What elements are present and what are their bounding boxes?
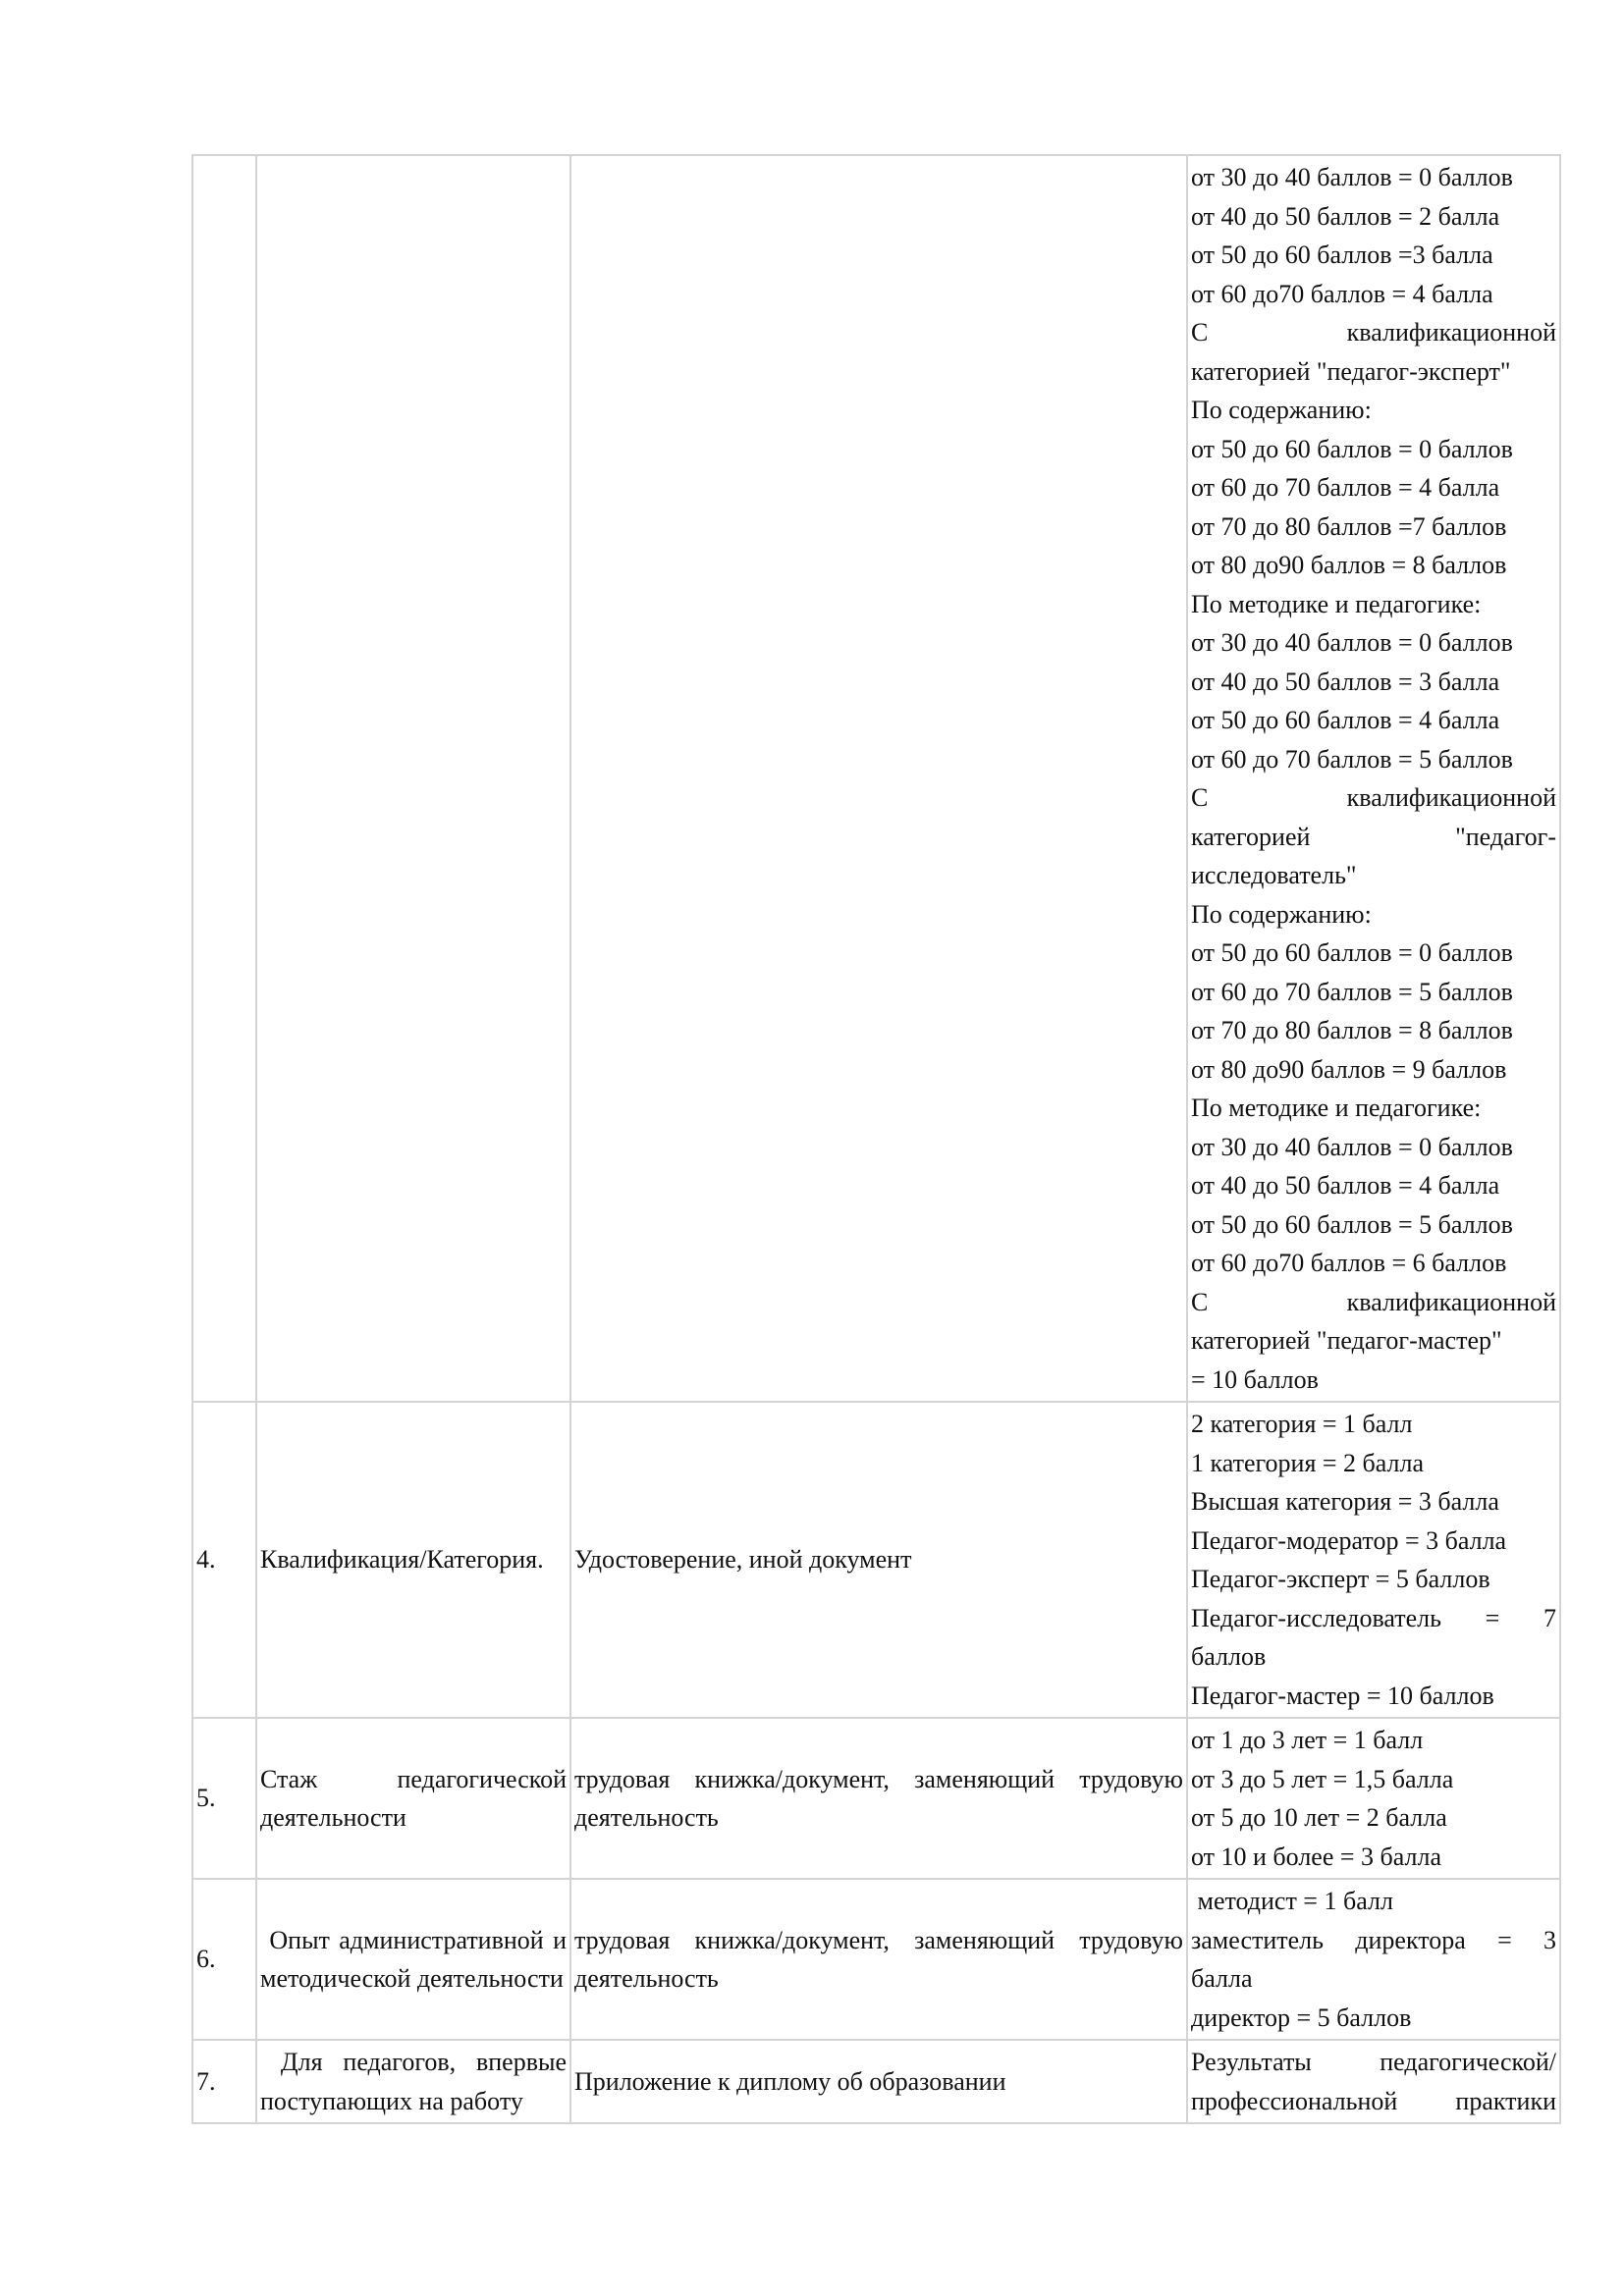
cell-document: Удостоверение, иной документ xyxy=(570,1402,1187,1718)
points-line: С квалификационной xyxy=(1191,318,1556,347)
points-line: от 70 до 80 баллов =7 баллов xyxy=(1191,511,1507,541)
points-line: от 10 и более = 3 балла xyxy=(1191,1842,1442,1871)
cell-indicator xyxy=(256,155,570,1402)
points-line: заместитель директора = 3 xyxy=(1191,1925,1556,1954)
table-row xyxy=(192,1718,1560,1879)
points-line: С квалификационной xyxy=(1191,1287,1556,1316)
points-line: По методике и педагогике: xyxy=(1191,1094,1482,1122)
points-line: от 80 до90 баллов = 8 баллов xyxy=(1191,551,1507,579)
points-line: от 30 до 40 баллов = 0 баллов xyxy=(1191,163,1513,191)
cell-points xyxy=(1187,155,1560,1402)
points-line: С квалификационной xyxy=(1191,783,1556,812)
points-line: категорией "педагог-эксперт" xyxy=(1191,356,1511,386)
points-line: = 10 баллов xyxy=(1191,1364,1319,1394)
cell-points xyxy=(1187,1879,1560,2040)
points-line: баллов xyxy=(1191,1642,1267,1671)
points-line: балла xyxy=(1191,1964,1253,1993)
cell-document xyxy=(570,155,1187,1402)
cell-document: Приложение к диплому об образовании xyxy=(570,2040,1187,2123)
points-line: профессиональной практики xyxy=(1191,2086,1556,2115)
cell-indicator: Для педагогов, впервые поступающих на работу xyxy=(256,2040,570,2123)
points-line: от 50 до 60 баллов = 0 баллов xyxy=(1191,938,1513,967)
points-line: от 40 до 50 баллов = 4 балла xyxy=(1191,1171,1500,1200)
cell-points xyxy=(1187,1402,1560,1718)
points-line: Высшая категория = 3 балла xyxy=(1191,1487,1499,1516)
points-line: от 3 до 5 лет = 1,5 балла xyxy=(1191,1764,1454,1793)
points-line: директор = 5 баллов xyxy=(1191,2002,1412,2032)
points-line: По методике и педагогике: xyxy=(1191,589,1482,618)
points-line: Результаты педагогической/ xyxy=(1191,2048,1556,2076)
cell-document: трудовая книжка/документ, заменяющий трудовую деятельность xyxy=(570,1879,1187,2040)
cell-number: 4. xyxy=(192,1402,256,1718)
points-line: от 60 до 70 баллов = 5 баллов xyxy=(1191,977,1513,1006)
points-line: от 40 до 50 баллов = 2 балла xyxy=(1191,201,1500,231)
points-line: категорией "педагог-мастер" xyxy=(1191,1326,1502,1355)
table-row xyxy=(192,2040,1560,2123)
points-line: методист = 1 балл xyxy=(1191,1887,1393,1915)
points-line: от 30 до 40 баллов = 0 баллов xyxy=(1191,1132,1513,1161)
points-line: По содержанию: xyxy=(1191,396,1372,424)
points-line: от 5 до 10 лет = 2 балла xyxy=(1191,1803,1447,1832)
points-line: 2 категория = 1 балл xyxy=(1191,1410,1413,1438)
cell-document: трудовая книжка/документ, заменяющий трудовую деятельность xyxy=(570,1718,1187,1879)
table-row xyxy=(192,1879,1560,2040)
points-line: от 60 до 70 баллов = 5 баллов xyxy=(1191,744,1513,774)
points-line: от 60 до 70 баллов = 4 балла xyxy=(1191,473,1500,502)
cell-number: 6. xyxy=(192,1879,256,2040)
cell-indicator: Стаж педагогической деятельности xyxy=(256,1718,570,1879)
points-line: 1 категория = 2 балла xyxy=(1191,1448,1425,1477)
points-line: от 70 до 80 баллов = 8 баллов xyxy=(1191,1016,1513,1044)
points-line: По содержанию: xyxy=(1191,899,1372,929)
points-line: от 1 до 3 лет = 1 балл xyxy=(1191,1726,1424,1754)
points-line: исследователь" xyxy=(1191,861,1357,889)
points-line: от 50 до 60 баллов = 0 баллов xyxy=(1191,434,1513,463)
points-line: от 50 до 60 баллов = 5 баллов xyxy=(1191,1209,1513,1239)
points-line: от 80 до90 баллов = 9 баллов xyxy=(1191,1054,1507,1084)
points-line: от 30 до 40 баллов = 0 баллов xyxy=(1191,628,1513,657)
points-line: Педагог-эксперт = 5 баллов xyxy=(1191,1565,1490,1593)
criteria-table xyxy=(191,154,1561,2124)
points-line: от 60 до70 баллов = 6 баллов xyxy=(1191,1249,1507,1277)
cell-points xyxy=(1187,2040,1560,2123)
table-row-continuation xyxy=(192,155,1560,1402)
points-line: от 50 до 60 баллов = 4 балла xyxy=(1191,706,1500,734)
cell-indicator: Квалификация/Категория. xyxy=(256,1402,570,1718)
points-line: Педагог-модератор = 3 балла xyxy=(1191,1525,1507,1555)
points-line: от 50 до 60 баллов =3 балла xyxy=(1191,240,1493,269)
cell-indicator: Опыт административной и методической деятельности xyxy=(256,1879,570,2040)
points-line: от 40 до 50 баллов = 3 балла xyxy=(1191,667,1500,696)
cell-number: 7. xyxy=(192,2040,256,2123)
table-row xyxy=(192,1402,1560,1718)
points-line: Педагог-мастер = 10 баллов xyxy=(1191,1681,1494,1710)
points-line: от 60 до70 баллов = 4 балла xyxy=(1191,279,1493,308)
points-line: Педагог-исследователь = 7 xyxy=(1191,1603,1556,1632)
points-line: категорией "педагог- xyxy=(1191,822,1556,851)
cell-points xyxy=(1187,1718,1560,1879)
cell-number xyxy=(192,155,256,1402)
cell-number: 5. xyxy=(192,1718,256,1879)
